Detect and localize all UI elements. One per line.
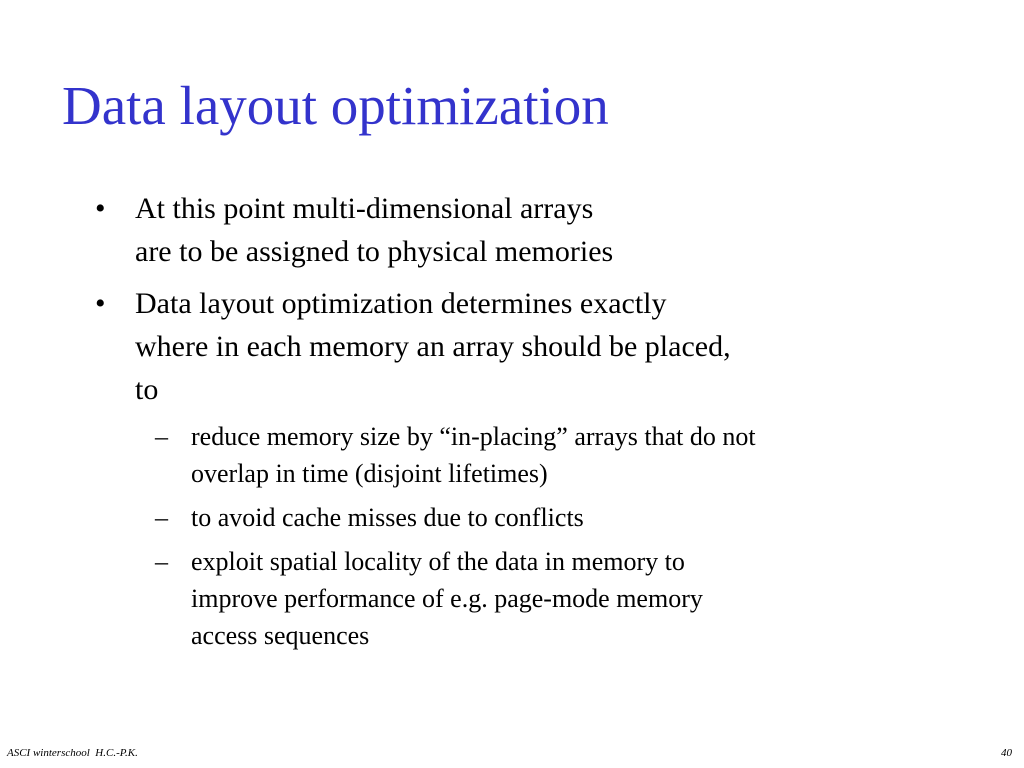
- sub-bullet-1-line-2: overlap in time (disjoint lifetimes): [191, 459, 548, 488]
- slide-title: Data layout optimization: [62, 75, 609, 136]
- sub-bullet-1: [155, 418, 975, 492]
- page-number: 40: [1001, 747, 1012, 759]
- dash-marker: –: [155, 422, 168, 451]
- sub-bullet-1-text: [191, 418, 975, 492]
- sub-bullet-1-line-1: reduce memory size by “in-placing” arrays that do not: [191, 422, 756, 451]
- bullet-2-line-1: Data layout optimization determines exactly: [135, 287, 667, 320]
- bullet-marker: •: [95, 192, 106, 225]
- sub-bullet-2-line-1: to avoid cache misses due to conflicts: [191, 503, 584, 532]
- bullet-2-line-2: where in each memory an array should be placed,: [135, 330, 731, 363]
- bullet-1-line-1: At this point multi-dimensional arrays: [135, 192, 594, 225]
- footer-credit: ASCI winterschool H.C.-P.K.: [7, 747, 138, 759]
- bullet-marker: •: [95, 287, 106, 320]
- sub-bullet-2-text: [191, 499, 975, 536]
- dash-marker: –: [155, 503, 168, 532]
- bullet-1-line-2: are to be assigned to physical memories: [135, 235, 614, 268]
- bullet-2-line-3: to: [135, 373, 159, 406]
- bullet-2: [95, 282, 955, 411]
- dash-marker: –: [155, 547, 168, 576]
- sub-bullet-3-line-1: exploit spatial locality of the data in memory to: [191, 547, 685, 576]
- sub-bullet-3-text: [191, 543, 975, 654]
- sub-bullet-3: [155, 543, 975, 654]
- bullet-1-text: [135, 187, 955, 273]
- sub-bullet-2: [155, 499, 975, 536]
- bullet-1: [95, 187, 955, 273]
- bullet-2-text: [135, 282, 955, 411]
- sub-bullet-3-line-2: improve performance of e.g. page-mode memory: [191, 584, 703, 613]
- sub-bullet-3-line-3: access sequences: [191, 621, 370, 650]
